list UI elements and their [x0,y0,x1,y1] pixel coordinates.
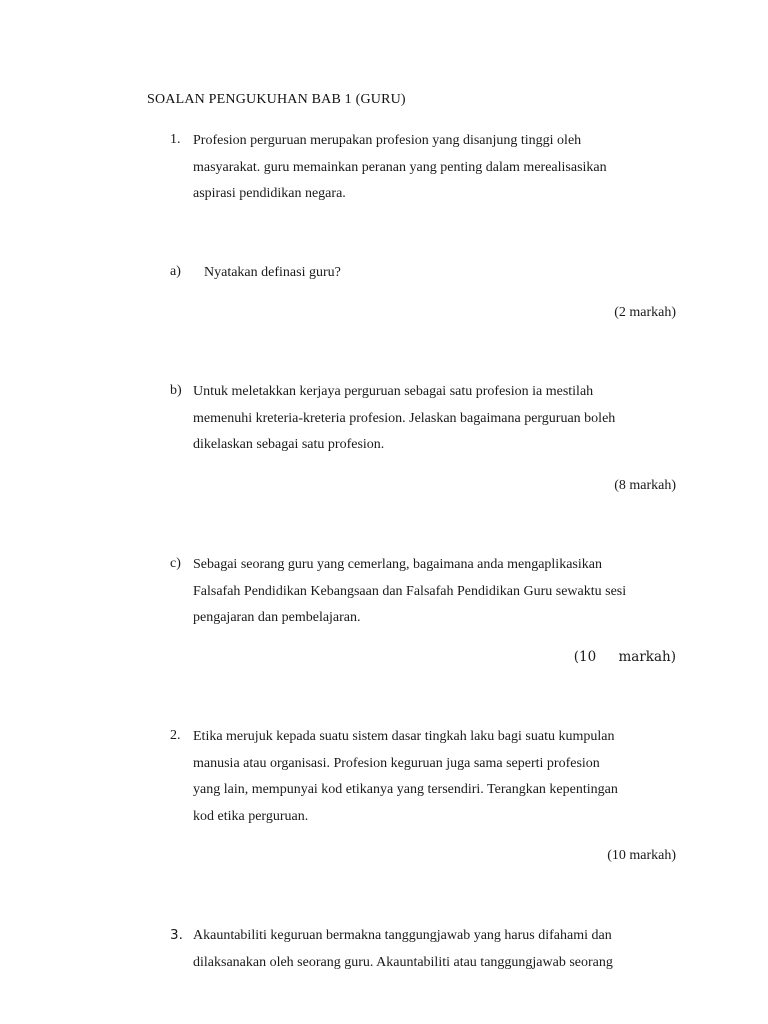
document-title: SOALAN PENGUKUHAN BAB 1 (GURU) [147,92,406,107]
text-line: aspirasi pendidikan negara. [193,186,346,201]
text-line: manusia atau organisasi. Profesion keguruan juga sama seperti profesion [193,755,600,771]
marks-label: (10 markah) [573,649,676,665]
question-number: 1. [170,132,181,147]
question-text [197,264,341,291]
text-line: kod etika perguruan. [193,808,309,824]
text-line: Profesion perguruan merupakan profesion yang disanjung tinggi oleh [193,133,582,148]
question-number: b) [170,383,182,398]
text-line: dilaksanakan oleh seorang guru. Akauntabiliti atau tanggungjawab seorang [193,954,613,970]
question-text [193,927,613,980]
text-line: dikelaskan sebagai satu profesion. [193,437,385,452]
text-line: Nyatakan definasi guru? [197,265,341,280]
question-text [193,556,626,636]
marks-label: (2 markah) [614,305,676,320]
text-line: Etika merujuk kepada suatu sistem dasar tingkah laku bagi suatu kumpulan [193,729,615,744]
question-text [193,728,618,834]
text-line: Akauntabiliti keguruan bermakna tanggungjawab yang harus difahami dan [193,928,612,943]
question-number: 3. [170,927,183,943]
text-line: Sebagai seorang guru yang cemerlang, bagaimana anda mengaplikasikan [193,557,602,572]
question-number: a) [170,264,181,279]
text-line: Falsafah Pendidikan Kebangsaan dan Falsafah Pendidikan Guru sewaktu sesi [193,583,627,599]
question-number: c) [170,556,181,571]
text-line: masyarakat. guru memainkan peranan yang penting dalam merealisasikan [193,159,607,175]
text-line: memenuhi kreteria-kreteria profesion. Jelaskan bagaimana perguruan boleh [193,410,616,426]
text-line: yang lain, mempunyai kod etikanya yang tersendiri. Terangkan kepentingan [193,782,618,797]
question-number: 2. [170,728,181,743]
marks-label: (10 markah) [607,848,676,863]
question-text [193,383,615,463]
text-line: Untuk meletakkan kerjaya perguruan sebagai satu profesion ia mestilah [193,384,594,399]
text-line: pengajaran dan pembelajaran. [193,610,361,625]
question-text [193,132,607,212]
marks-label: (8 markah) [614,478,676,493]
